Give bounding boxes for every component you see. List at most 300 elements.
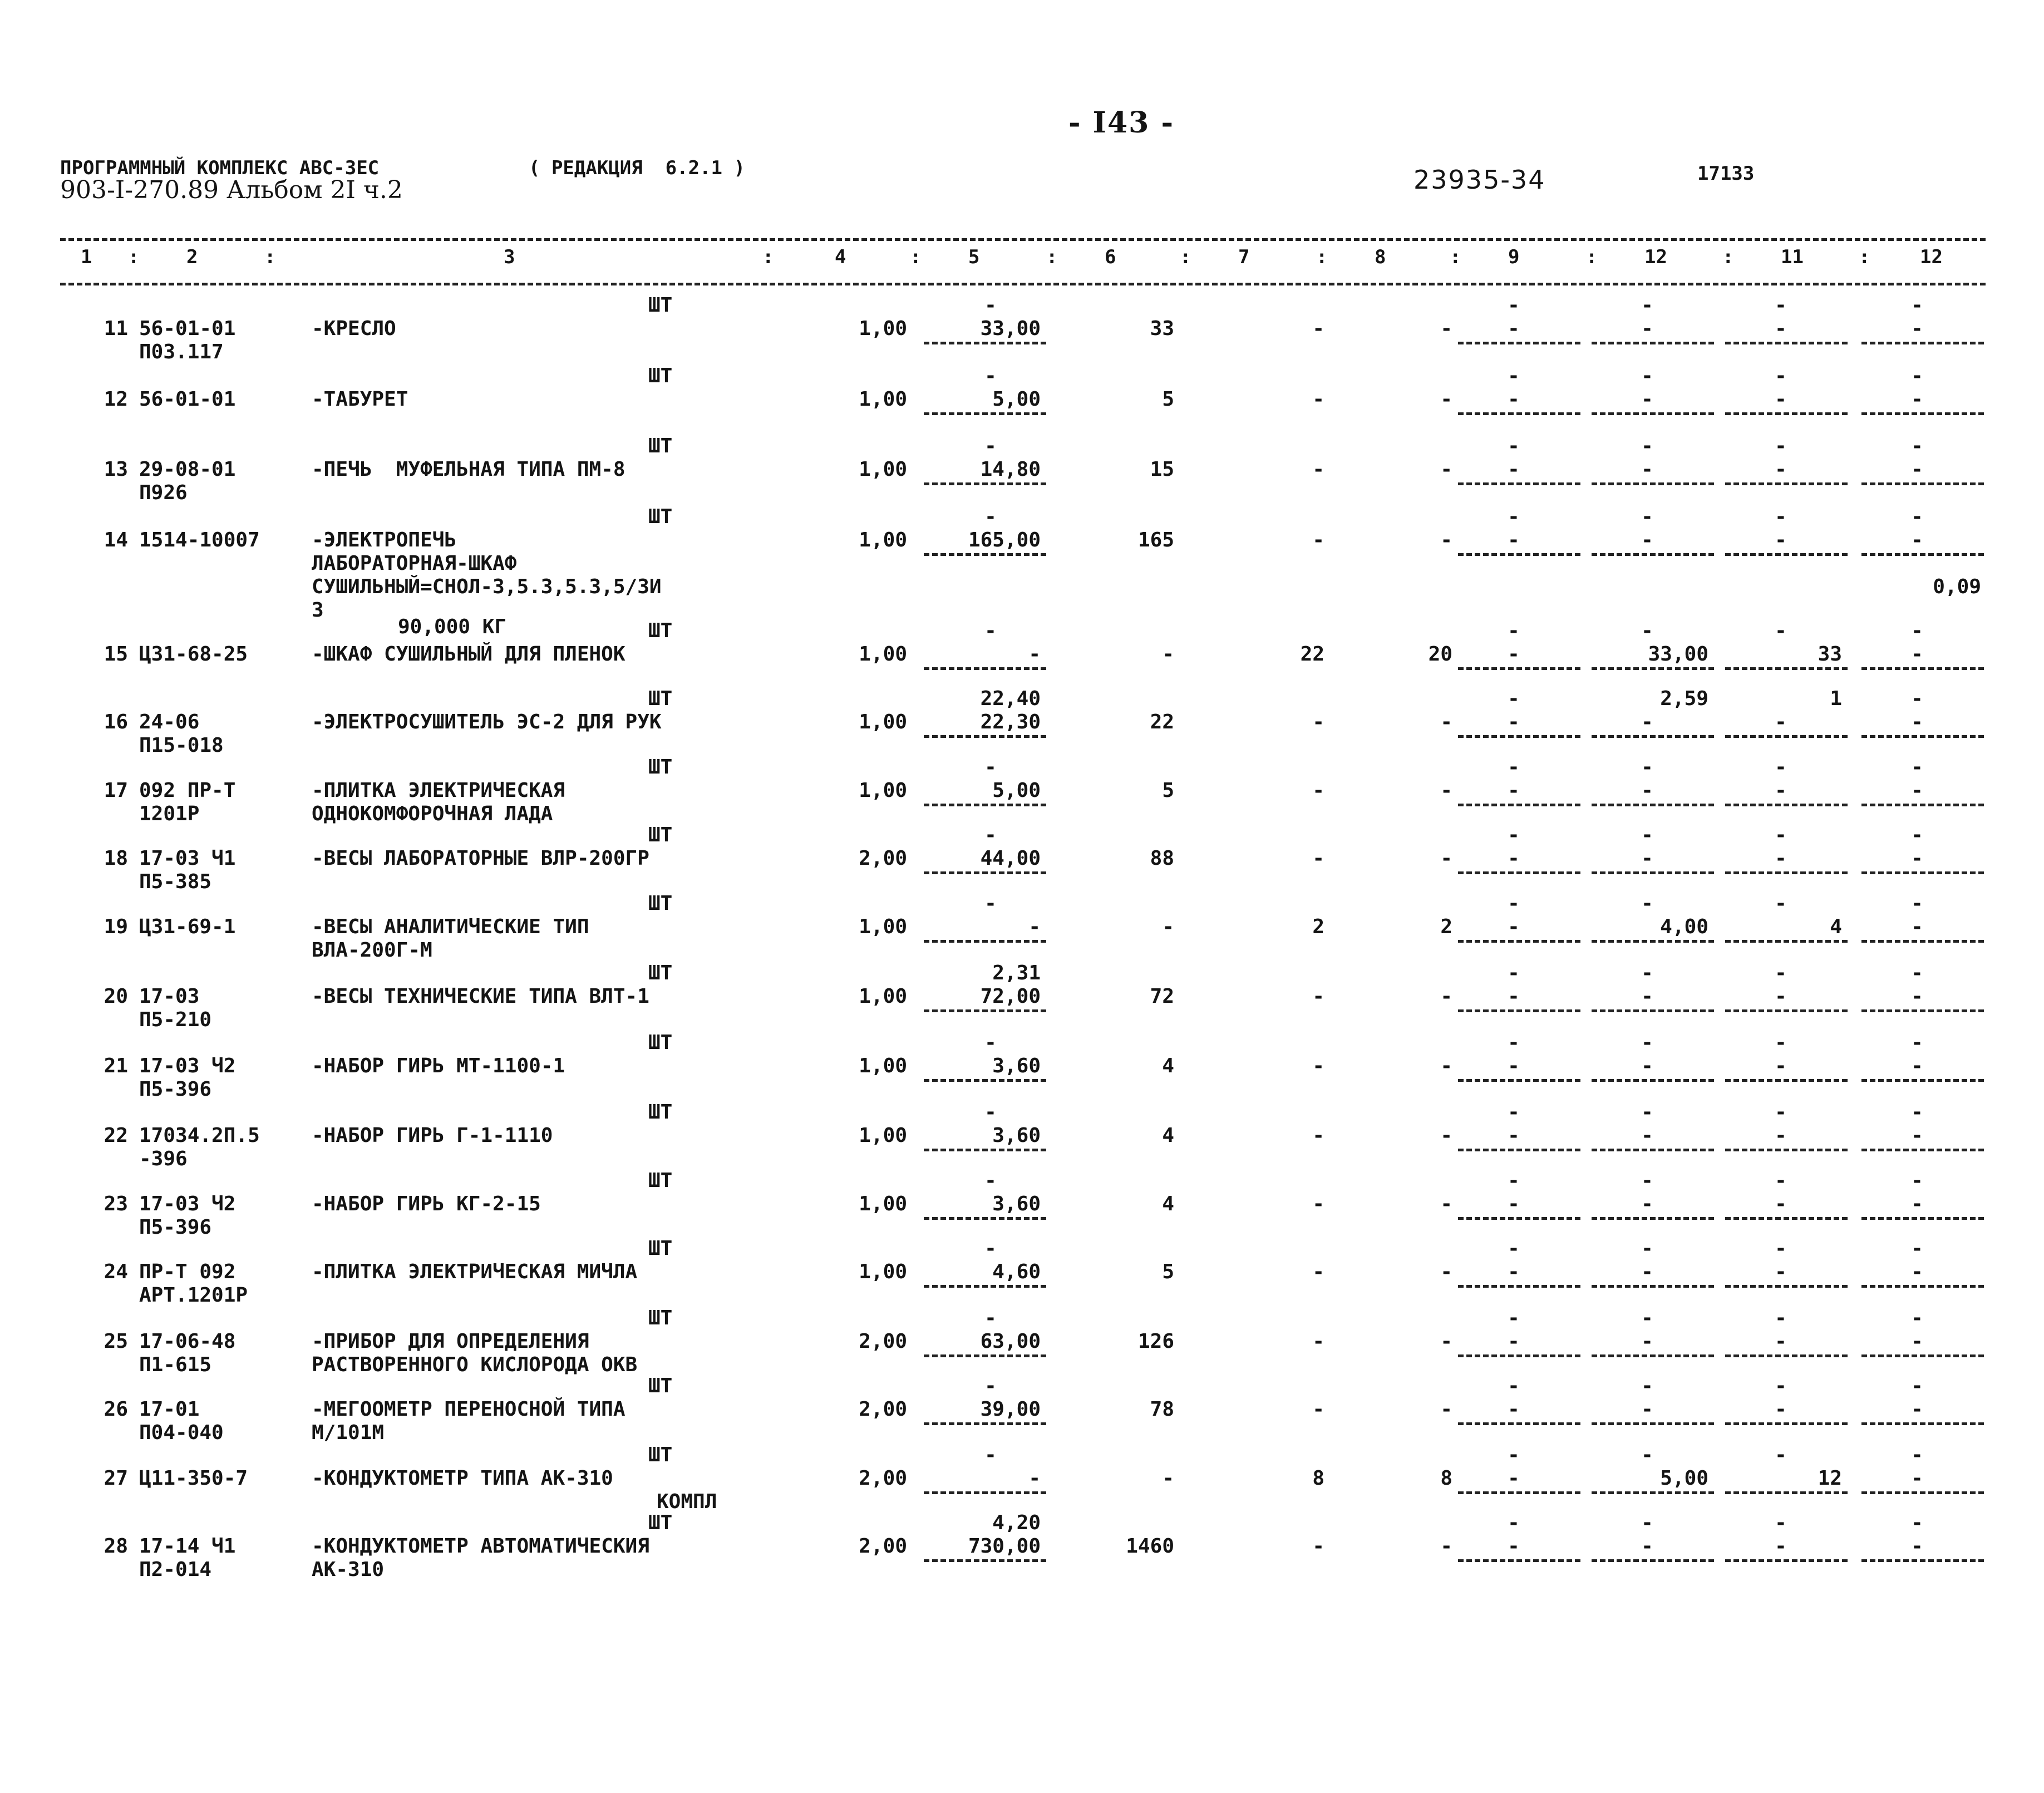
c9-upper-value: - (1508, 435, 1520, 457)
column-separator: : (762, 246, 774, 268)
row-number: 25 (104, 1330, 128, 1353)
c9-value: - (1508, 985, 1520, 1008)
c11-value: - (1775, 317, 1787, 340)
c11-underline (1725, 667, 1848, 670)
price-underline (924, 1079, 1046, 1082)
row-number: 15 (104, 643, 128, 666)
quantity: 1,00 (859, 1260, 907, 1283)
handwritten-code: 23935-34 (1413, 165, 1546, 195)
unit-label: ШТ (648, 1031, 673, 1054)
unit-label: ШТ (648, 1237, 673, 1260)
price-underline (924, 1285, 1046, 1288)
unit-price-extra: - (984, 1307, 997, 1329)
col7-value: - (1312, 985, 1324, 1008)
c11-value: - (1775, 779, 1787, 802)
item-code: 17-03 (139, 985, 200, 1008)
c11-underline (1725, 940, 1848, 943)
c10-upper-value: - (1641, 824, 1653, 846)
unit-price: 22,30 (980, 711, 1041, 733)
c12-upper-value: - (1911, 756, 1923, 779)
item-code: 1201Р (139, 802, 200, 825)
unit-label: ШТ (648, 687, 673, 710)
unit-label: ШТ (648, 294, 673, 317)
item-code: 17-03 Ч1 (139, 847, 236, 870)
unit-price: 39,00 (980, 1398, 1041, 1421)
c9-upper-value: - (1508, 687, 1520, 710)
col7-value: - (1312, 458, 1324, 481)
column-separator: : (1180, 246, 1191, 268)
item-code: АРТ.1201Р (139, 1284, 248, 1307)
c10-underline (1592, 735, 1714, 738)
item-code: 24-06 (139, 711, 200, 733)
c12-underline (1861, 1354, 1984, 1357)
column-separator: : (1316, 246, 1328, 268)
c9-upper-value: - (1508, 824, 1520, 846)
c12-upper-value: - (1911, 294, 1923, 317)
item-description: -НАБОР ГИРЬ Г-1-1110 (312, 1124, 553, 1147)
total-cost: 5 (1162, 779, 1174, 802)
unit-price-extra: 22,40 (980, 687, 1041, 710)
c9-upper-value: - (1508, 962, 1520, 984)
c12-underline (1861, 1285, 1984, 1288)
price-underline (924, 1559, 1046, 1562)
c12-underline (1861, 871, 1984, 874)
c10-underline (1592, 412, 1714, 415)
price-underline (924, 553, 1046, 556)
c11-value: - (1775, 1260, 1787, 1283)
c9-upper-value: - (1508, 1031, 1520, 1054)
c12-value: - (1911, 388, 1923, 411)
item-code: Ц31-68-25 (139, 643, 248, 666)
c11-upper-value: - (1775, 1511, 1787, 1534)
c9-upper-value: - (1508, 1444, 1520, 1466)
c10-upper-value: - (1641, 1444, 1653, 1466)
document-reference: 903-I-270.89 Альбом 2I ч.2 (60, 176, 403, 204)
c12-underline (1861, 940, 1984, 943)
item-description: ЛАБОРАТОРНАЯ-ШКАФ (312, 552, 517, 575)
c11-underline (1725, 412, 1848, 415)
c12-upper-value: - (1911, 1375, 1923, 1397)
col7-value: 8 (1312, 1467, 1324, 1490)
col7-value: - (1312, 529, 1324, 551)
c10-upper-value: - (1641, 1169, 1653, 1192)
price-underline (924, 871, 1046, 874)
unit-price: 165,00 (968, 529, 1041, 551)
unit-price: 33,00 (980, 317, 1041, 340)
row-number: 28 (104, 1535, 128, 1558)
col8-value: - (1440, 529, 1452, 551)
item-code: Ц11-350-7 (139, 1467, 248, 1490)
c11-value: 12 (1818, 1467, 1842, 1490)
unit-label: ШТ (648, 1307, 673, 1329)
c10-value: 33,00 (1648, 643, 1708, 666)
item-code: 1514-10007 (139, 529, 260, 551)
unit-price-extra: 4,20 (992, 1511, 1041, 1534)
quantity: 1,00 (859, 915, 907, 938)
price-underline (924, 1149, 1046, 1151)
item-description: РАСТВОРЕННОГО КИСЛОРОДА ОКВ (312, 1353, 638, 1376)
c10-value: 5,00 (1660, 1467, 1708, 1490)
c11-underline (1725, 1422, 1848, 1425)
c9-upper-value: - (1508, 505, 1520, 528)
item-code: 17-06-48 (139, 1330, 236, 1353)
unit-price-extra: - (984, 1031, 997, 1054)
quantity: 1,00 (859, 779, 907, 802)
item-code: ПР-Т 092 (139, 1260, 236, 1283)
quantity: 1,00 (859, 317, 907, 340)
item-description: -ПРИБОР ДЛЯ ОПРЕДЕЛЕНИЯ (312, 1330, 589, 1353)
price-underline (924, 1009, 1046, 1012)
c12-underline (1861, 412, 1984, 415)
col8-value: - (1440, 317, 1452, 340)
c11-upper-value: - (1775, 1444, 1787, 1466)
c10-upper-value: - (1641, 1375, 1653, 1397)
column-header-11: 11 (1781, 246, 1804, 268)
c11-value: - (1775, 529, 1787, 551)
column-separator: : (1046, 246, 1058, 268)
c11-value: - (1775, 1055, 1787, 1077)
c9-upper-value: - (1508, 364, 1520, 387)
column-header-12: 12 (1920, 246, 1943, 268)
c11-upper-value: - (1775, 1101, 1787, 1124)
row-number: 16 (104, 711, 128, 733)
c9-underline (1458, 735, 1580, 738)
c12-upper-value: - (1911, 1031, 1923, 1054)
document-code: 17133 (1697, 162, 1755, 185)
unit-label: ШТ (648, 364, 673, 387)
c12-upper-value: - (1911, 364, 1923, 387)
c11-underline (1725, 342, 1848, 344)
col8-value: - (1440, 1260, 1452, 1283)
col8-value: - (1440, 985, 1452, 1008)
col8-value: - (1440, 388, 1452, 411)
c10-underline (1592, 342, 1714, 344)
c12-upper-value: - (1911, 892, 1923, 915)
total-cost: 22 (1150, 711, 1174, 733)
quantity: 2,00 (859, 1330, 907, 1353)
unit-label: ШТ (648, 962, 673, 984)
total-cost: 126 (1137, 1330, 1174, 1353)
col8-value: - (1440, 779, 1452, 802)
col8-value: 20 (1428, 643, 1452, 666)
page-number: - I43 - (1068, 106, 1175, 140)
c11-underline (1725, 1559, 1848, 1562)
c11-underline (1725, 1217, 1848, 1220)
item-code: 17034.2П.5 (139, 1124, 260, 1147)
c12-value: - (1911, 711, 1923, 733)
quantity: 1,00 (859, 643, 907, 666)
row-number: 23 (104, 1193, 128, 1215)
c12-value: - (1911, 1535, 1923, 1558)
price-underline (924, 1422, 1046, 1425)
c10-underline (1592, 1079, 1714, 1082)
unit-price: 730,00 (968, 1535, 1041, 1558)
quantity: 1,00 (859, 388, 907, 411)
c9-value: - (1508, 388, 1520, 411)
price-underline (924, 1217, 1046, 1220)
c12-upper-value: - (1911, 824, 1923, 846)
col8-value: - (1440, 711, 1452, 733)
c9-underline (1458, 1491, 1580, 1494)
column-separator: : (1450, 246, 1461, 268)
c10-value: 4,00 (1660, 915, 1708, 938)
c10-underline (1592, 871, 1714, 874)
unit-label: ШТ (648, 824, 673, 846)
c11-upper-value: - (1775, 824, 1787, 846)
col7-value: - (1312, 388, 1324, 411)
c10-value: - (1641, 388, 1653, 411)
c10-upper-value: - (1641, 364, 1653, 387)
unit-label: ШТ (648, 1511, 673, 1534)
c11-value: 33 (1818, 643, 1842, 666)
col7-value: - (1312, 1124, 1324, 1147)
item-code: 56-01-01 (139, 317, 236, 340)
total-cost: 4 (1162, 1124, 1174, 1147)
price-underline (924, 482, 1046, 485)
column-separator: : (264, 246, 276, 268)
unit-label: ШТ (648, 1375, 673, 1397)
col7-value: - (1312, 1260, 1324, 1283)
item-description: -ЭЛЕКТРОПЕЧЬ (312, 529, 457, 551)
c9-value: - (1508, 317, 1520, 340)
col8-value: - (1440, 458, 1452, 481)
total-cost: 5 (1162, 388, 1174, 411)
item-description: М/101М (312, 1421, 385, 1444)
unit-price: - (1028, 915, 1041, 938)
c11-upper-value: - (1775, 962, 1787, 984)
row-number: 14 (104, 529, 128, 551)
total-cost: 33 (1150, 317, 1174, 340)
table-header-rule (60, 283, 1986, 285)
c12-upper-value: - (1911, 1444, 1923, 1466)
item-code: 092 ПР-Т (139, 779, 236, 802)
item-description: -КРЕСЛО (312, 317, 396, 340)
c10-underline (1592, 1559, 1714, 1562)
c9-upper-value: - (1508, 619, 1520, 642)
c11-upper-value: - (1775, 892, 1787, 915)
unit-price-extra: - (984, 1169, 997, 1192)
c9-value: - (1508, 458, 1520, 481)
c10-value: - (1641, 317, 1653, 340)
total-cost: 88 (1150, 847, 1174, 870)
c9-underline (1458, 1149, 1580, 1151)
c10-upper-value: - (1641, 1307, 1653, 1329)
unit-price-extra: - (984, 364, 997, 387)
unit-price: 5,00 (992, 779, 1041, 802)
c9-upper-value: - (1508, 1307, 1520, 1329)
c12-underline (1861, 1079, 1984, 1082)
c12-value: - (1911, 779, 1923, 802)
item-description: -ШКАФ СУШИЛЬНЫЙ ДЛЯ ПЛЕНОК (312, 643, 625, 666)
c10-underline (1592, 1354, 1714, 1357)
total-cost: - (1162, 643, 1174, 666)
unit-label: ШТ (648, 1444, 673, 1466)
c12-upper-value: - (1911, 1169, 1923, 1192)
unit-price-extra: - (984, 505, 997, 528)
unit-price-extra: - (984, 1101, 997, 1124)
c11-underline (1725, 1354, 1848, 1357)
total-cost: 72 (1150, 985, 1174, 1008)
unit-price-extra: - (984, 619, 997, 642)
item-description: ОДНОКОМФОРОЧНАЯ ЛАДА (312, 802, 553, 825)
c10-upper-value: - (1641, 1101, 1653, 1124)
c9-underline (1458, 1285, 1580, 1288)
c9-underline (1458, 482, 1580, 485)
c12-underline (1861, 1491, 1984, 1494)
column-header-8: 8 (1375, 246, 1386, 268)
c12-value: - (1911, 1467, 1923, 1490)
item-code: -396 (139, 1147, 188, 1170)
c12-underline (1861, 553, 1984, 556)
c11-value: - (1775, 1193, 1787, 1215)
c11-underline (1725, 1491, 1848, 1494)
unit-label: ШТ (648, 505, 673, 528)
item-description: -ВЕСЫ АНАЛИТИЧЕСКИЕ ТИП (312, 915, 589, 938)
c10-upper-value: - (1641, 756, 1653, 779)
c9-value: - (1508, 1535, 1520, 1558)
item-description: -ТАБУРЕТ (312, 388, 408, 411)
col7-value: 22 (1300, 643, 1324, 666)
c12-upper-value: - (1911, 1511, 1923, 1534)
c9-underline (1458, 871, 1580, 874)
column-separator: : (910, 246, 922, 268)
c10-value: - (1641, 1260, 1653, 1283)
c10-value: - (1641, 779, 1653, 802)
unit-price: 72,00 (980, 985, 1041, 1008)
c12-upper-value: - (1911, 1101, 1923, 1124)
c10-value: - (1641, 529, 1653, 551)
col7-value: - (1312, 1398, 1324, 1421)
c10-underline (1592, 1422, 1714, 1425)
c9-value: - (1508, 711, 1520, 733)
row-number: 13 (104, 458, 128, 481)
item-code: 56-01-01 (139, 388, 236, 411)
c9-underline (1458, 1559, 1580, 1562)
c11-upper-value: - (1775, 1375, 1787, 1397)
c11-upper-value: - (1775, 756, 1787, 779)
c11-value: - (1775, 985, 1787, 1008)
c12-underline (1861, 804, 1984, 806)
item-description: -МЕГООМЕТР ПЕРЕНОСНОЙ ТИПА (312, 1398, 625, 1421)
c12-value: - (1911, 1055, 1923, 1077)
item-code: 17-03 Ч2 (139, 1193, 236, 1215)
col12-extra-value: 0,09 (1933, 575, 1981, 598)
col7-value: - (1312, 1193, 1324, 1215)
c12-underline (1861, 1009, 1984, 1012)
c11-value: - (1775, 1535, 1787, 1558)
item-description: -КОНДУКТОМЕТР АВТОМАТИЧЕСКИЯ (312, 1535, 649, 1558)
price-underline (924, 342, 1046, 344)
c11-upper-value: 1 (1830, 687, 1842, 710)
c9-upper-value: - (1508, 892, 1520, 915)
item-code: П5-210 (139, 1008, 212, 1031)
c9-upper-value: - (1508, 1375, 1520, 1397)
price-underline (924, 1354, 1046, 1357)
c10-underline (1592, 667, 1714, 670)
quantity: 2,00 (859, 1398, 907, 1421)
c11-value: - (1775, 388, 1787, 411)
c11-value: 4 (1830, 915, 1842, 938)
col8-value: 2 (1440, 915, 1452, 938)
c9-underline (1458, 667, 1580, 670)
c12-underline (1861, 1217, 1984, 1220)
col8-value: - (1440, 1535, 1452, 1558)
c12-upper-value: - (1911, 435, 1923, 457)
item-description: 90,000 КГ (398, 615, 507, 638)
c11-underline (1725, 804, 1848, 806)
c10-underline (1592, 482, 1714, 485)
c11-upper-value: - (1775, 294, 1787, 317)
col7-value: - (1312, 1535, 1324, 1558)
c9-upper-value: - (1508, 294, 1520, 317)
c12-underline (1861, 1149, 1984, 1151)
item-description: ВЛА-200Г-М (312, 939, 432, 962)
table-top-rule (60, 238, 1986, 241)
quantity: 1,00 (859, 1055, 907, 1077)
unit-price-extra: - (984, 824, 997, 846)
row-number: 22 (104, 1124, 128, 1147)
unit-price-extra: - (984, 1375, 997, 1397)
c12-value: - (1911, 1330, 1923, 1353)
item-code: П926 (139, 481, 188, 504)
c11-upper-value: - (1775, 435, 1787, 457)
c9-upper-value: - (1508, 1169, 1520, 1192)
c9-value: - (1508, 1260, 1520, 1283)
c12-underline (1861, 482, 1984, 485)
unit-label: ШТ (648, 756, 673, 779)
column-separator: : (1586, 246, 1598, 268)
c11-upper-value: - (1775, 1031, 1787, 1054)
column-header-9: 9 (1508, 246, 1520, 268)
column-separator: : (1859, 246, 1870, 268)
c12-underline (1861, 1559, 1984, 1562)
col7-value: 2 (1312, 915, 1324, 938)
unit-price-extra: - (984, 435, 997, 457)
item-description: АК-310 (312, 1558, 385, 1581)
c10-underline (1592, 1009, 1714, 1012)
c10-value: - (1641, 458, 1653, 481)
row-number: 12 (104, 388, 128, 411)
c12-upper-value: - (1911, 1237, 1923, 1260)
column-header-1: 1 (81, 246, 92, 268)
c10-value: - (1641, 1055, 1653, 1077)
col8-value: - (1440, 847, 1452, 870)
col8-value: 8 (1440, 1467, 1452, 1490)
unit-price-extra: - (984, 1444, 997, 1466)
c10-underline (1592, 1217, 1714, 1220)
total-cost: 4 (1162, 1193, 1174, 1215)
c11-upper-value: - (1775, 619, 1787, 642)
col7-value: - (1312, 711, 1324, 733)
total-cost: 165 (1137, 529, 1174, 551)
c10-upper-value: - (1641, 505, 1653, 528)
price-underline (924, 940, 1046, 943)
c12-underline (1861, 1422, 1984, 1425)
unit-price-extra: - (984, 1237, 997, 1260)
c12-value: - (1911, 915, 1923, 938)
c10-value: - (1641, 711, 1653, 733)
col8-value: - (1440, 1124, 1452, 1147)
item-code: 29-08-01 (139, 458, 236, 481)
unit-price: 3,60 (992, 1124, 1041, 1147)
c11-value: - (1775, 711, 1787, 733)
c10-underline (1592, 1491, 1714, 1494)
col7-value: - (1312, 847, 1324, 870)
c12-value: - (1911, 1398, 1923, 1421)
c11-underline (1725, 735, 1848, 738)
quantity: 2,00 (859, 1467, 907, 1490)
c9-value: - (1508, 779, 1520, 802)
